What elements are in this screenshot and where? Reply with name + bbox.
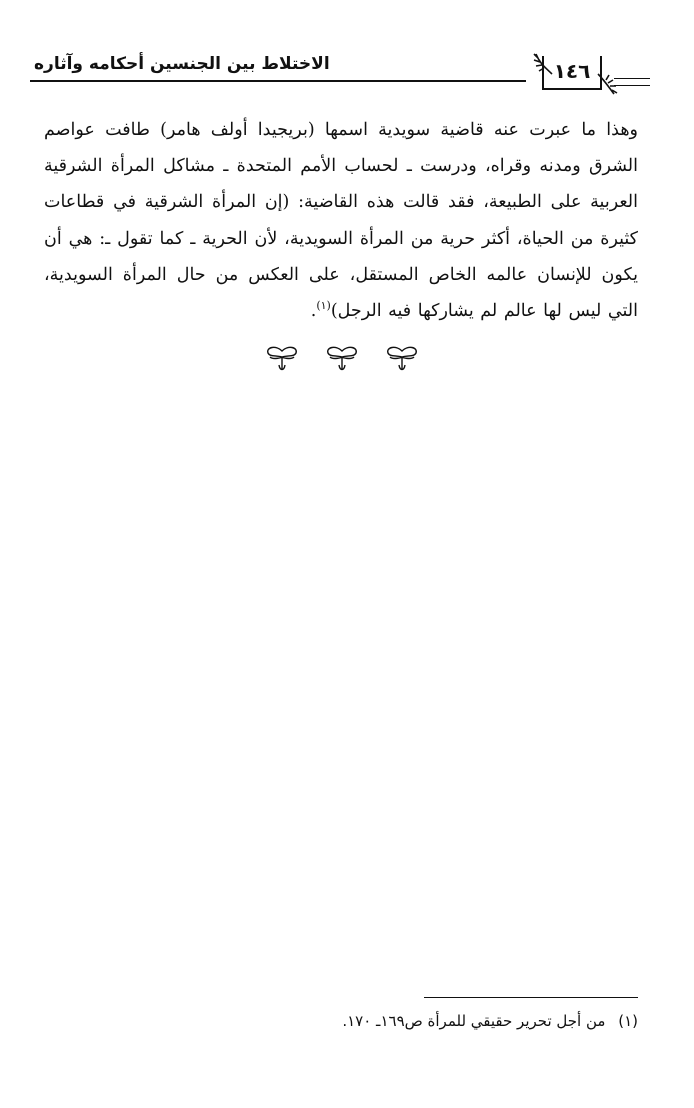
running-title: الاختلاط بين الجنسين أحكامه وآثاره [34,54,330,74]
paragraph-text: وهذا ما عبرت عنه قاضية سويدية اسمها (بريجيدا أولف هامر) طافت عواصم الشرق ومدنه وقراه، ودرست ـ لحساب الأمم المتحدة ـ مشاكل المرأة الشرقية العربية على الطبيعة، فقد قالت هذه القاضية: (إن المرأة الشرقية في قطاعات كثيرة من الحياة، أكثر حرية من المرأة السويدية، لأن الحرية ـ كما تقول ـ: هي أن يكون للإنسان عالمه الخاص المستقل، على العكس من حال المرأة السويدية، التي ليس لها عالم لم يشاركها فيه الرجل) [44,120,638,322]
header-double-rule [614,78,650,86]
footnote-reference: (١) [316,299,331,313]
page-header [28,50,638,98]
main-paragraph [44,112,638,329]
flourish-ornament-icon [262,345,302,375]
flourish-ornament-icon [322,345,362,375]
footnote-text: من أجل تحرير حقيقي للمرأة ص١٦٩ـ ١٧٠. [342,1012,606,1030]
header-rule [30,80,526,82]
footnote [300,1012,638,1030]
page-number: ١٤٦ [553,59,591,83]
flourish-ornament-icon [382,345,422,375]
section-separator [262,345,422,377]
footnote-marker: (١) [618,1012,638,1030]
footnote-separator [424,997,638,998]
page-number-box [542,56,602,90]
paragraph-end-mark: . [310,301,317,322]
